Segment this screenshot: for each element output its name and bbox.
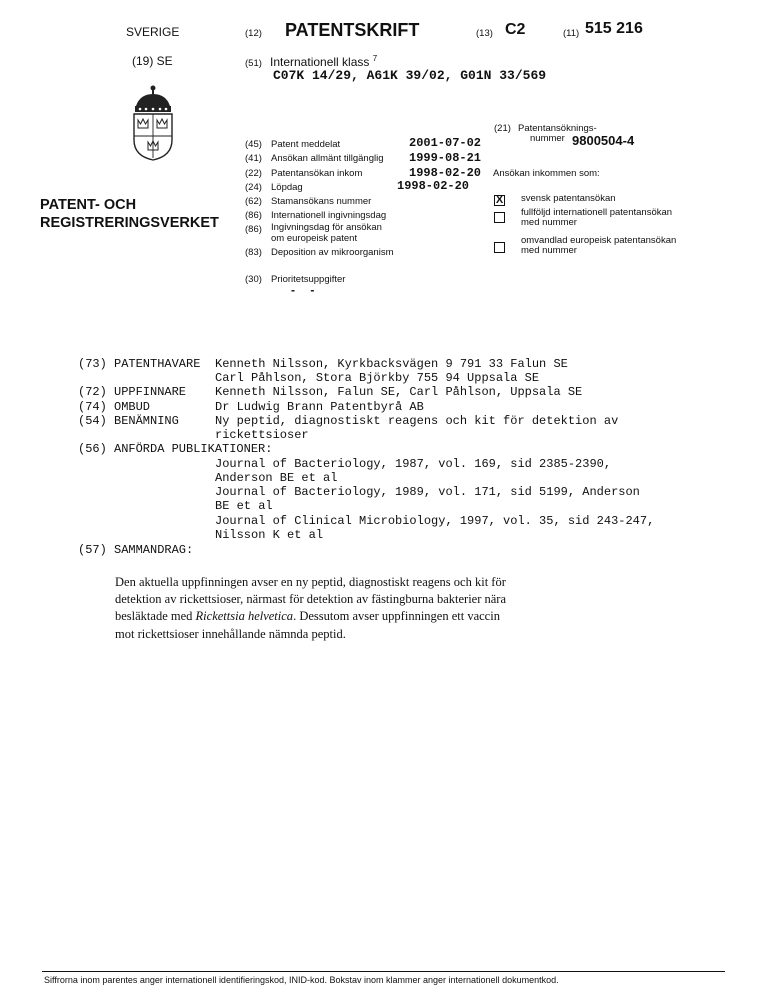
publication-line-1: Journal of Bacteriology, 1987, vol. 169, sid 2385-2390, [215,457,612,471]
field-label-euro-date-2: om europeisk patent [271,233,358,244]
checkbox-international-application [494,212,505,223]
inid-code-62: (62) [245,196,262,207]
biblio-agent-line1: Dr Ludwig Brann Patentbyrå AB [215,400,424,414]
checkbox-european-application [494,242,505,253]
document-type: PATENTSKRIFT [285,20,420,40]
classification-label: Internationell klass $^7$ [270,54,378,69]
checkbox-swedish-application: X [495,194,504,206]
biblio-title-line1: Ny peptid, diagnostiskt reagens och kit för detektion av [215,414,619,428]
application-number-label-2: nummer [530,133,565,144]
field-label-euro-date: Ingivningsdag för ansökan [271,222,382,233]
inid-code-13: (13) [476,28,493,39]
field-value-date: 1998-02-20 [397,179,470,193]
biblio-label-publications: ANFÖRDA PUBLIKATIONER: [114,442,273,456]
publication-line-2: Anderson BE et al [215,471,338,485]
biblio-label-abstract: SAMMANDRAG: [114,543,194,557]
field-label-deposit: Deposition av mikroorganism [271,247,394,258]
option-label-international-2: med nummer [521,217,577,228]
inid-code-86b: (86) [245,224,262,235]
incoming-label: Ansökan inkommen som: [493,168,600,179]
field-label-public: Ansökan allmänt tillgänglig [271,153,384,164]
priority-value: - - [291,283,321,297]
inid-code-22: (22) [245,168,262,179]
field-label-intl-date: Internationell ingivningsdag [271,210,387,221]
patent-number: 515 216 [585,20,643,37]
inid-code-45: (45) [245,139,262,150]
abstract-line-4: mot rickettsioser innehållande nämnda peptid. [115,627,346,641]
biblio-title-line2: rickettsioser [215,428,309,442]
field-label-filed: Patentansökan inkom [271,168,363,179]
field-label-date: Löpdag [271,182,303,193]
priority-label: Prioritetsuppgifter [271,274,346,285]
inid-code-11: (11) [563,28,580,39]
biblio-label-inventor: UPPFINNARE [114,385,187,399]
field-label-parent: Stamansökans nummer [271,196,372,207]
biblio-code-54: (54) [78,414,107,428]
biblio-code-56: (56) [78,442,107,456]
footer-note: Siffrorna inom parentes anger internationell identifieringskod, INID-kod. Bokstav inom klammer anger internationell dokumentkod. [44,975,559,985]
biblio-owner-line2: Carl Påhlson, Stora Björkby 755 94 Uppsala SE [215,371,540,385]
inid-code-12: (12) [245,28,262,39]
abstract-line-3: besläktade med Rickettsia helvetica. Dessutom avser uppfinningen ett vaccin [115,609,500,623]
biblio-code-73: (73) [78,357,107,371]
abstract-line-1: Den aktuella uppfinningen avser en ny peptid, diagnostiskt reagens och kit för [115,575,506,589]
option-label-swedish: svensk patentansökan [521,193,616,204]
application-number-value: 9800504-4 [572,133,635,148]
footer-divider [42,971,725,972]
inid-code-51: (51) [245,58,262,69]
office-name-line1: PATENT- OCH [40,197,137,213]
inid-code-41: (41) [245,153,262,164]
biblio-label-title: BENÄMNING [114,414,179,428]
publication-line-4: BE et al [215,499,273,513]
country-code: (19) SE [132,54,173,68]
publication-line-3: Journal of Bacteriology, 1989, vol. 171, sid 5199, Anderson [215,485,640,499]
biblio-owner-line1: Kenneth Nilsson, Kyrkbacksvägen 9 791 33 Falun SE [215,357,568,371]
biblio-label-agent: OMBUD [114,400,151,414]
classification-value: C07K 14/29, A61K 39/02, G01N 33/569 [273,68,547,83]
biblio-code-74: (74) [78,400,107,414]
field-value-filed: 1998-02-20 [409,166,482,180]
option-label-european: omvandlad europeisk patentansökan [521,235,677,246]
inid-code-24: (24) [245,182,262,193]
publication-line-5: Journal of Clinical Microbiology, 1997, vol. 35, sid 243-247, [215,514,655,528]
option-label-international: fullföljd internationell patentansökan [521,207,673,218]
field-label-granted: Patent meddelat [271,139,341,150]
inid-code-86: (86) [245,210,262,221]
biblio-code-72: (72) [78,385,107,399]
biblio-label-owner: PATENTHAVARE [114,357,201,371]
biblio-code-57: (57) [78,543,107,557]
option-label-european-2: med nummer [521,245,577,256]
coat-of-arms-icon [126,84,180,164]
office-name-line2: REGISTRERINGSVERKET [40,215,219,231]
kind-code: C2 [505,21,526,38]
field-value-public: 1999-08-21 [409,151,482,165]
inid-code-83: (83) [245,247,262,258]
biblio-inventor-line1: Kenneth Nilsson, Falun SE, Carl Påhlson, Uppsala SE [215,385,583,399]
field-value-granted: 2001-07-02 [409,136,482,150]
abstract-line-2: detektion av rickettsioser, närmast för detektion av fästingburna bakterier nära [115,592,507,606]
application-number-label: Patentansöknings- [518,123,597,134]
inid-code-21: (21) [494,123,511,134]
publication-line-6: Nilsson K et al [215,528,324,542]
country-name: SVERIGE [126,25,180,39]
inid-code-30: (30) [245,274,262,285]
